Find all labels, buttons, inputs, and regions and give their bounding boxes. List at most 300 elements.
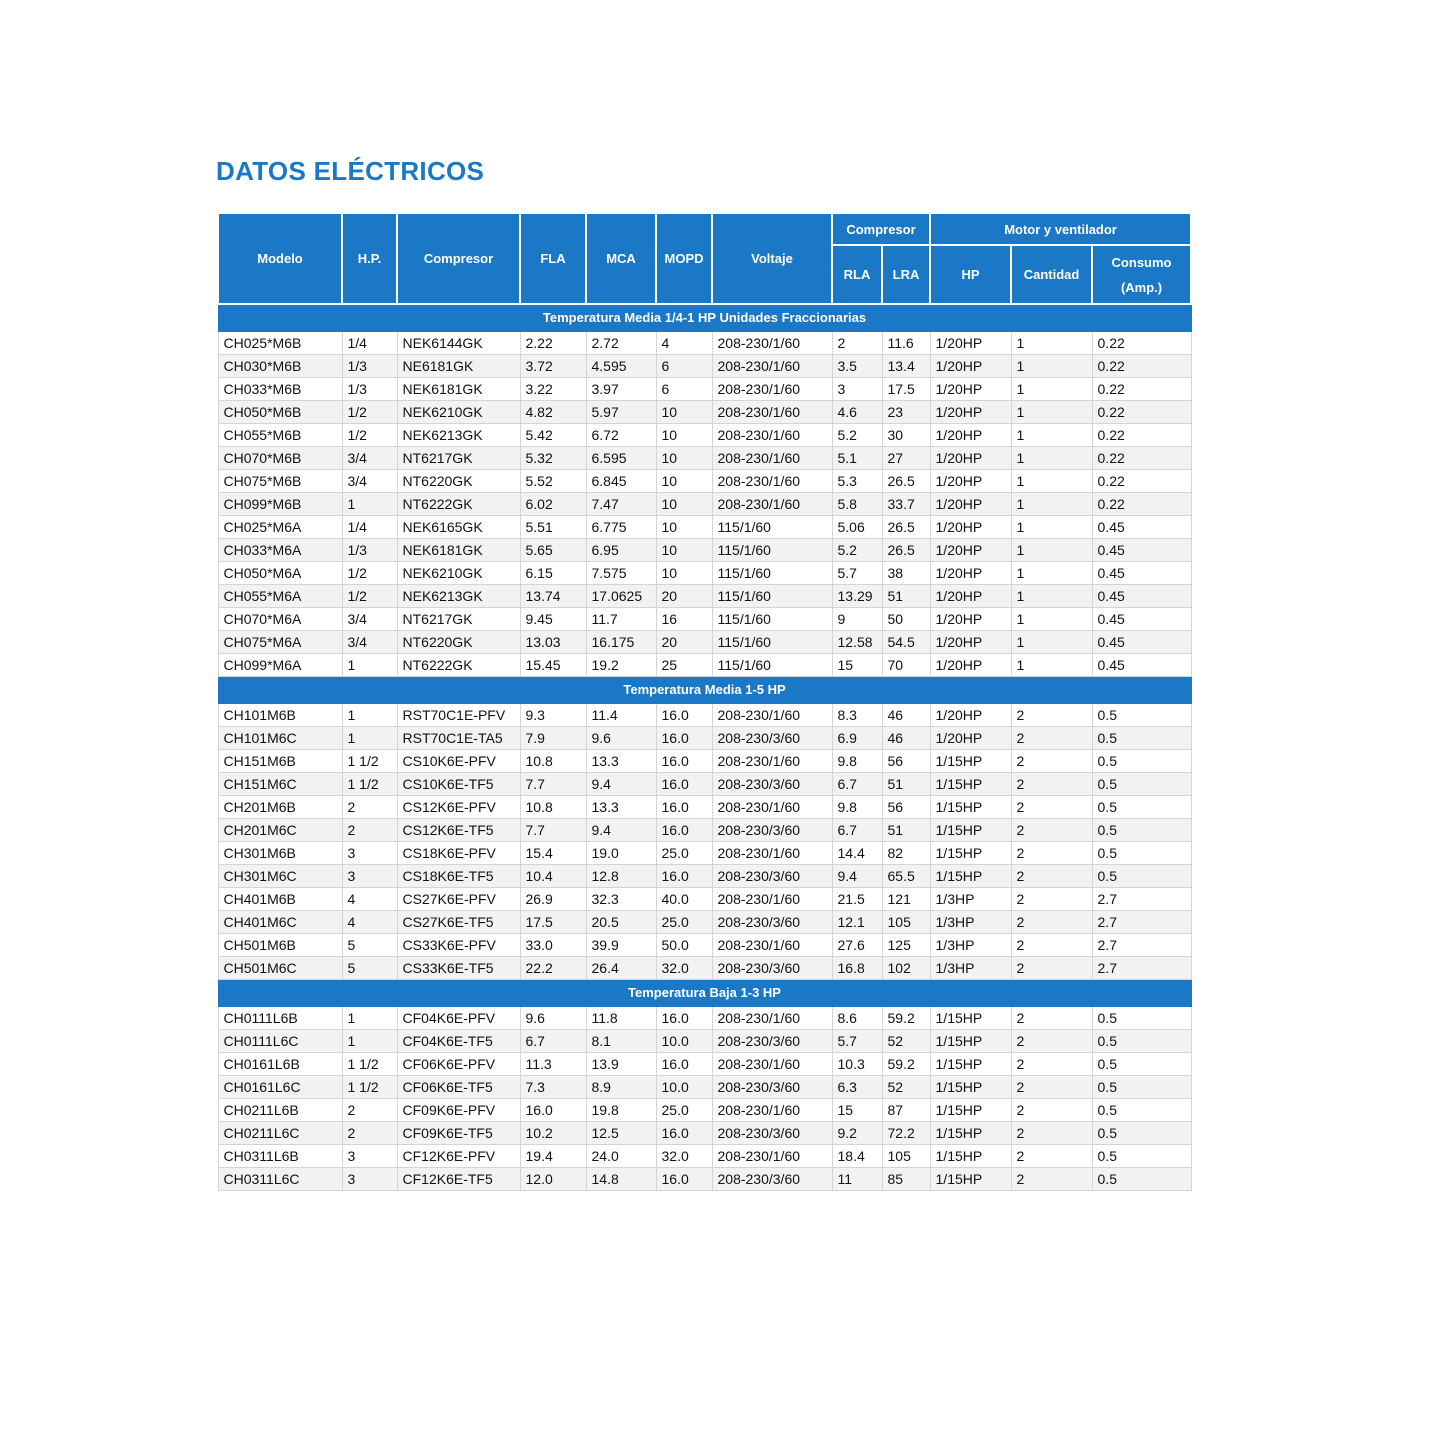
table-cell: 19.8 xyxy=(586,1099,656,1122)
table-cell: CH301M6B xyxy=(218,842,342,865)
table-cell: CH033*M6A xyxy=(218,539,342,562)
table-cell: 1/20HP xyxy=(930,401,1011,424)
table-cell: 0.5 xyxy=(1092,750,1191,773)
table-cell: 16.0 xyxy=(656,796,712,819)
table-row xyxy=(218,654,1191,677)
table-cell: 0.5 xyxy=(1092,865,1191,888)
table-cell: 1/3 xyxy=(342,355,397,378)
table-cell: 2 xyxy=(1011,1007,1092,1030)
table-cell: 1 1/2 xyxy=(342,773,397,796)
table-cell: 52 xyxy=(882,1076,930,1099)
table-cell: 2 xyxy=(1011,773,1092,796)
table-cell: CH401M6B xyxy=(218,888,342,911)
table-cell: CH0161L6C xyxy=(218,1076,342,1099)
table-cell: 0.5 xyxy=(1092,704,1191,727)
table-cell: 1/3HP xyxy=(930,957,1011,980)
table-cell: 18.4 xyxy=(832,1145,882,1168)
table-cell: 1/15HP xyxy=(930,773,1011,796)
table-cell: 72.2 xyxy=(882,1122,930,1145)
table-cell: NEK6210GK xyxy=(397,401,520,424)
table-cell: 11.6 xyxy=(882,332,930,355)
col-header-mopd: MOPD xyxy=(656,213,712,304)
table-cell: 10 xyxy=(656,516,712,539)
table-cell: 25.0 xyxy=(656,1099,712,1122)
table-cell: 46 xyxy=(882,727,930,750)
table-cell: 3 xyxy=(342,842,397,865)
table-cell: 16.0 xyxy=(656,1168,712,1191)
col-header-mca: MCA xyxy=(586,213,656,304)
section-title: Temperatura Media 1-5 HP xyxy=(218,677,1191,704)
table-cell: 208-230/3/60 xyxy=(712,819,832,842)
table-cell: 1 xyxy=(1011,585,1092,608)
table-cell: NEK6210GK xyxy=(397,562,520,585)
table-cell: 1/15HP xyxy=(930,1076,1011,1099)
table-cell: 0.45 xyxy=(1092,654,1191,677)
table-cell: 208-230/1/60 xyxy=(712,424,832,447)
table-cell: 16.0 xyxy=(656,819,712,842)
table-row xyxy=(218,704,1191,727)
table-row xyxy=(218,401,1191,424)
table-row xyxy=(218,516,1191,539)
table-cell: 3 xyxy=(342,1168,397,1191)
col-header-consumo: Consumo (Amp.) xyxy=(1092,245,1191,304)
table-cell: 13.29 xyxy=(832,585,882,608)
table-cell: 11.7 xyxy=(586,608,656,631)
table-cell: 0.5 xyxy=(1092,1030,1191,1053)
table-cell: CH0111L6B xyxy=(218,1007,342,1030)
table-cell: 22.2 xyxy=(520,957,586,980)
table-cell: 16.0 xyxy=(656,1053,712,1076)
table-cell: 2 xyxy=(1011,865,1092,888)
table-cell: 1/3HP xyxy=(930,888,1011,911)
table-cell: 16.0 xyxy=(656,1122,712,1145)
table-cell: 0.5 xyxy=(1092,1053,1191,1076)
table-cell: 1 xyxy=(1011,378,1092,401)
table-cell: 1/15HP xyxy=(930,796,1011,819)
table-cell: 5.52 xyxy=(520,470,586,493)
table-cell: 59.2 xyxy=(882,1007,930,1030)
table-row xyxy=(218,470,1191,493)
table-cell: 51 xyxy=(882,819,930,842)
table-cell: 6 xyxy=(656,355,712,378)
table-row xyxy=(218,911,1191,934)
table-cell: 3/4 xyxy=(342,470,397,493)
table-cell: CH201M6C xyxy=(218,819,342,842)
table-row xyxy=(218,796,1191,819)
table-cell: 13.74 xyxy=(520,585,586,608)
table-row xyxy=(218,934,1191,957)
table-cell: 208-230/3/60 xyxy=(712,1122,832,1145)
table-cell: 7.7 xyxy=(520,819,586,842)
table-cell: 6.72 xyxy=(586,424,656,447)
table-cell: 1 xyxy=(342,654,397,677)
table-cell: CH075*M6A xyxy=(218,631,342,654)
table-cell: CH201M6B xyxy=(218,796,342,819)
table-cell: 2 xyxy=(1011,704,1092,727)
table-row xyxy=(218,1007,1191,1030)
table-cell: 1 1/2 xyxy=(342,750,397,773)
table-cell: 4.595 xyxy=(586,355,656,378)
table-cell: 2.22 xyxy=(520,332,586,355)
table-cell: 1/4 xyxy=(342,332,397,355)
table-cell: 115/1/60 xyxy=(712,585,832,608)
table-cell: 0.5 xyxy=(1092,773,1191,796)
table-cell: 26.9 xyxy=(520,888,586,911)
table-cell: 3.22 xyxy=(520,378,586,401)
table-cell: 1 xyxy=(1011,631,1092,654)
table-cell: 2 xyxy=(1011,1122,1092,1145)
table-cell: 85 xyxy=(882,1168,930,1191)
group-header-compresor: Compresor xyxy=(832,213,930,245)
table-cell: 0.45 xyxy=(1092,516,1191,539)
table-cell: 0.45 xyxy=(1092,562,1191,585)
table-cell: 9.4 xyxy=(586,773,656,796)
table-cell: 1 xyxy=(1011,424,1092,447)
table-cell: 2 xyxy=(1011,1168,1092,1191)
table-cell: 1 xyxy=(342,1007,397,1030)
table-cell: RST70C1E-PFV xyxy=(397,704,520,727)
table-cell: 9.4 xyxy=(586,819,656,842)
table-cell: 1/20HP xyxy=(930,704,1011,727)
table-cell: 6.95 xyxy=(586,539,656,562)
section-title: Temperatura Baja 1-3 HP xyxy=(218,980,1191,1007)
table-cell: 7.7 xyxy=(520,773,586,796)
table-cell: 1/3 xyxy=(342,378,397,401)
table-row xyxy=(218,447,1191,470)
table-row xyxy=(218,493,1191,516)
table-cell: 3 xyxy=(832,378,882,401)
table-cell: 15.45 xyxy=(520,654,586,677)
table-cell: 208-230/1/60 xyxy=(712,401,832,424)
table-cell: 15 xyxy=(832,654,882,677)
table-cell: 5.7 xyxy=(832,1030,882,1053)
table-cell: 12.0 xyxy=(520,1168,586,1191)
table-cell: 5 xyxy=(342,934,397,957)
table-cell: 17.5 xyxy=(520,911,586,934)
table-cell: 1 xyxy=(342,1030,397,1053)
table-cell: 13.03 xyxy=(520,631,586,654)
table-cell: 26.5 xyxy=(882,516,930,539)
table-cell: 5.97 xyxy=(586,401,656,424)
table-cell: 10.3 xyxy=(832,1053,882,1076)
table-cell: 1/20HP xyxy=(930,608,1011,631)
table-cell: 1/15HP xyxy=(930,819,1011,842)
table-cell: CH0311L6B xyxy=(218,1145,342,1168)
table-cell: 26.5 xyxy=(882,539,930,562)
table-cell: 87 xyxy=(882,1099,930,1122)
table-cell: 1 xyxy=(1011,539,1092,562)
table-cell: 2 xyxy=(1011,1099,1092,1122)
table-cell: 1 xyxy=(1011,470,1092,493)
table-row xyxy=(218,957,1191,980)
table-cell: 0.22 xyxy=(1092,378,1191,401)
table-cell: 0.22 xyxy=(1092,355,1191,378)
table-cell: NT6220GK xyxy=(397,470,520,493)
table-cell: 9.8 xyxy=(832,750,882,773)
table-cell: 208-230/1/60 xyxy=(712,332,832,355)
table-cell: 0.5 xyxy=(1092,842,1191,865)
table-cell: 2 xyxy=(342,796,397,819)
table-cell: 1/15HP xyxy=(930,842,1011,865)
table-cell: 208-230/1/60 xyxy=(712,842,832,865)
table-cell: 12.1 xyxy=(832,911,882,934)
table-cell: 5 xyxy=(342,957,397,980)
table-cell: 5.32 xyxy=(520,447,586,470)
table-cell: 1/3HP xyxy=(930,934,1011,957)
section-header xyxy=(218,677,1191,704)
table-cell: 3 xyxy=(342,865,397,888)
table-cell: CH501M6B xyxy=(218,934,342,957)
table-cell: 20 xyxy=(656,585,712,608)
table-cell: 1 xyxy=(342,704,397,727)
table-cell: 0.22 xyxy=(1092,470,1191,493)
table-cell: CS18K6E-PFV xyxy=(397,842,520,865)
table-cell: 115/1/60 xyxy=(712,516,832,539)
table-cell: 5.7 xyxy=(832,562,882,585)
table-cell: 14.8 xyxy=(586,1168,656,1191)
table-cell: 0.22 xyxy=(1092,447,1191,470)
table-cell: 3/4 xyxy=(342,447,397,470)
table-cell: 4 xyxy=(342,911,397,934)
table-cell: 2 xyxy=(1011,1076,1092,1099)
table-cell: 25.0 xyxy=(656,911,712,934)
table-cell: CF09K6E-PFV xyxy=(397,1099,520,1122)
table-cell: 1/15HP xyxy=(930,1007,1011,1030)
table-cell: 1 xyxy=(1011,447,1092,470)
table-cell: 24.0 xyxy=(586,1145,656,1168)
table-cell: 2.7 xyxy=(1092,934,1191,957)
table-cell: 208-230/3/60 xyxy=(712,911,832,934)
table-cell: 9.3 xyxy=(520,704,586,727)
table-cell: CH0311L6C xyxy=(218,1168,342,1191)
table-cell: 7.575 xyxy=(586,562,656,585)
table-cell: CH055*M6A xyxy=(218,585,342,608)
table-cell: 208-230/3/60 xyxy=(712,865,832,888)
table-cell: 208-230/3/60 xyxy=(712,1168,832,1191)
table-cell: 1/15HP xyxy=(930,1099,1011,1122)
table-cell: CS12K6E-PFV xyxy=(397,796,520,819)
table-cell: 6.9 xyxy=(832,727,882,750)
table-cell: CF06K6E-TF5 xyxy=(397,1076,520,1099)
table-cell: CH025*M6A xyxy=(218,516,342,539)
table-cell: 65.5 xyxy=(882,865,930,888)
table-cell: 4 xyxy=(342,888,397,911)
table-cell: 2 xyxy=(1011,1030,1092,1053)
table-cell: 11.4 xyxy=(586,704,656,727)
table-cell: 82 xyxy=(882,842,930,865)
table-cell: CH050*M6A xyxy=(218,562,342,585)
table-cell: 6.845 xyxy=(586,470,656,493)
table-row xyxy=(218,1145,1191,1168)
table-cell: CH151M6B xyxy=(218,750,342,773)
table-cell: 1/20HP xyxy=(930,355,1011,378)
table-cell: CS10K6E-TF5 xyxy=(397,773,520,796)
table-cell: CH075*M6B xyxy=(218,470,342,493)
table-cell: 25.0 xyxy=(656,842,712,865)
table-cell: 115/1/60 xyxy=(712,631,832,654)
table-cell: 3.97 xyxy=(586,378,656,401)
table-cell: 3.72 xyxy=(520,355,586,378)
table-cell: 1 1/2 xyxy=(342,1053,397,1076)
table-cell: CH099*M6B xyxy=(218,493,342,516)
section-title: Temperatura Media 1/4-1 HP Unidades Fraccionarias xyxy=(218,304,1191,332)
table-cell: 0.45 xyxy=(1092,608,1191,631)
table-cell: 54.5 xyxy=(882,631,930,654)
table-row xyxy=(218,750,1191,773)
section-header xyxy=(218,980,1191,1007)
table-cell: 3.5 xyxy=(832,355,882,378)
table-cell: 0.5 xyxy=(1092,819,1191,842)
electrical-data-table xyxy=(217,212,1192,1191)
table-cell: 10.0 xyxy=(656,1076,712,1099)
table-cell: 1/3HP xyxy=(930,911,1011,934)
table-cell: 12.58 xyxy=(832,631,882,654)
table-cell: 13.9 xyxy=(586,1053,656,1076)
table-cell: 13.4 xyxy=(882,355,930,378)
table-cell: 6.775 xyxy=(586,516,656,539)
table-cell: 6.7 xyxy=(520,1030,586,1053)
table-cell: CS10K6E-PFV xyxy=(397,750,520,773)
table-cell: 4.6 xyxy=(832,401,882,424)
table-cell: 46 xyxy=(882,704,930,727)
table-row xyxy=(218,539,1191,562)
table-cell: 30 xyxy=(882,424,930,447)
table-cell: 1/15HP xyxy=(930,750,1011,773)
table-cell: CS18K6E-TF5 xyxy=(397,865,520,888)
table-cell: 7.3 xyxy=(520,1076,586,1099)
col-header-cantidad: Cantidad xyxy=(1011,245,1092,304)
table-row xyxy=(218,819,1191,842)
table-cell: 2 xyxy=(832,332,882,355)
table-cell: 70 xyxy=(882,654,930,677)
table-cell: 13.3 xyxy=(586,750,656,773)
table-cell: CS33K6E-PFV xyxy=(397,934,520,957)
table-cell: 1 xyxy=(1011,401,1092,424)
table-cell: 2 xyxy=(1011,1145,1092,1168)
table-row xyxy=(218,773,1191,796)
table-cell: 11.3 xyxy=(520,1053,586,1076)
table-cell: CS12K6E-TF5 xyxy=(397,819,520,842)
table-cell: 1/3 xyxy=(342,539,397,562)
table-cell: 102 xyxy=(882,957,930,980)
table-cell: 208-230/3/60 xyxy=(712,1030,832,1053)
table-cell: 208-230/1/60 xyxy=(712,704,832,727)
table-cell: 2.7 xyxy=(1092,911,1191,934)
table-cell: CH401M6C xyxy=(218,911,342,934)
table-cell: 1/2 xyxy=(342,424,397,447)
table-cell: 6 xyxy=(656,378,712,401)
table-cell: 5.51 xyxy=(520,516,586,539)
table-cell: 10.2 xyxy=(520,1122,586,1145)
table-cell: 16 xyxy=(656,608,712,631)
table-cell: 4 xyxy=(656,332,712,355)
table-cell: NEK6213GK xyxy=(397,424,520,447)
table-cell: CS33K6E-TF5 xyxy=(397,957,520,980)
table-cell: 33.7 xyxy=(882,493,930,516)
table-cell: 0.45 xyxy=(1092,539,1191,562)
table-cell: CH301M6C xyxy=(218,865,342,888)
col-header-hp: H.P. xyxy=(342,213,397,304)
table-cell: 208-230/3/60 xyxy=(712,773,832,796)
table-cell: 121 xyxy=(882,888,930,911)
table-cell: 1/20HP xyxy=(930,378,1011,401)
table-cell: 208-230/1/60 xyxy=(712,355,832,378)
table-cell: 56 xyxy=(882,796,930,819)
table-cell: CH151M6C xyxy=(218,773,342,796)
table-cell: 10.8 xyxy=(520,796,586,819)
table-cell: CH033*M6B xyxy=(218,378,342,401)
table-cell: 2 xyxy=(1011,796,1092,819)
table-row xyxy=(218,562,1191,585)
table-row xyxy=(218,585,1191,608)
table-cell: 26.4 xyxy=(586,957,656,980)
table-cell: CH0111L6C xyxy=(218,1030,342,1053)
table-cell: 208-230/3/60 xyxy=(712,957,832,980)
table-row xyxy=(218,727,1191,750)
table-cell: NEK6144GK xyxy=(397,332,520,355)
table-cell: 2.7 xyxy=(1092,888,1191,911)
table-cell: 21.5 xyxy=(832,888,882,911)
table-cell: 6.7 xyxy=(832,773,882,796)
table-cell: 15 xyxy=(832,1099,882,1122)
table-cell: 1 xyxy=(1011,654,1092,677)
table-cell: 51 xyxy=(882,773,930,796)
table-cell: 115/1/60 xyxy=(712,562,832,585)
table-cell: 6.7 xyxy=(832,819,882,842)
table-cell: CF09K6E-TF5 xyxy=(397,1122,520,1145)
table-cell: RST70C1E-TA5 xyxy=(397,727,520,750)
table-cell: CH101M6C xyxy=(218,727,342,750)
table-cell: CF04K6E-TF5 xyxy=(397,1030,520,1053)
table-cell: 33.0 xyxy=(520,934,586,957)
page-title: DATOS ELÉCTRICOS xyxy=(216,156,485,186)
table-cell: 208-230/1/60 xyxy=(712,470,832,493)
table-cell: 7.47 xyxy=(586,493,656,516)
table-cell: 15.4 xyxy=(520,842,586,865)
table-cell: 9.45 xyxy=(520,608,586,631)
table-cell: 1/20HP xyxy=(930,424,1011,447)
table-cell: 16.0 xyxy=(656,773,712,796)
table-cell: NT6220GK xyxy=(397,631,520,654)
table-row xyxy=(218,1122,1191,1145)
table-cell: 52 xyxy=(882,1030,930,1053)
table-cell: 16.175 xyxy=(586,631,656,654)
table-cell: 208-230/1/60 xyxy=(712,447,832,470)
table-cell: 208-230/3/60 xyxy=(712,727,832,750)
table-row xyxy=(218,631,1191,654)
table-cell: 32.0 xyxy=(656,957,712,980)
table-cell: 1/20HP xyxy=(930,493,1011,516)
table-cell: 6.595 xyxy=(586,447,656,470)
table-cell: 16.0 xyxy=(656,865,712,888)
table-cell: 8.6 xyxy=(832,1007,882,1030)
table-cell: 1 xyxy=(1011,355,1092,378)
table-cell: 208-230/1/60 xyxy=(712,934,832,957)
table-cell: NT6217GK xyxy=(397,608,520,631)
table-cell: 16.8 xyxy=(832,957,882,980)
table-cell: 1/4 xyxy=(342,516,397,539)
table-cell: 40.0 xyxy=(656,888,712,911)
table-cell: 2 xyxy=(1011,1053,1092,1076)
table-row xyxy=(218,332,1191,355)
table-cell: 105 xyxy=(882,1145,930,1168)
table-cell: 0.5 xyxy=(1092,796,1191,819)
table-cell: 0.5 xyxy=(1092,1007,1191,1030)
table-cell: 2 xyxy=(1011,934,1092,957)
table-cell: 1/20HP xyxy=(930,539,1011,562)
group-header-motor: Motor y ventilador xyxy=(930,213,1191,245)
table-cell: 0.5 xyxy=(1092,727,1191,750)
